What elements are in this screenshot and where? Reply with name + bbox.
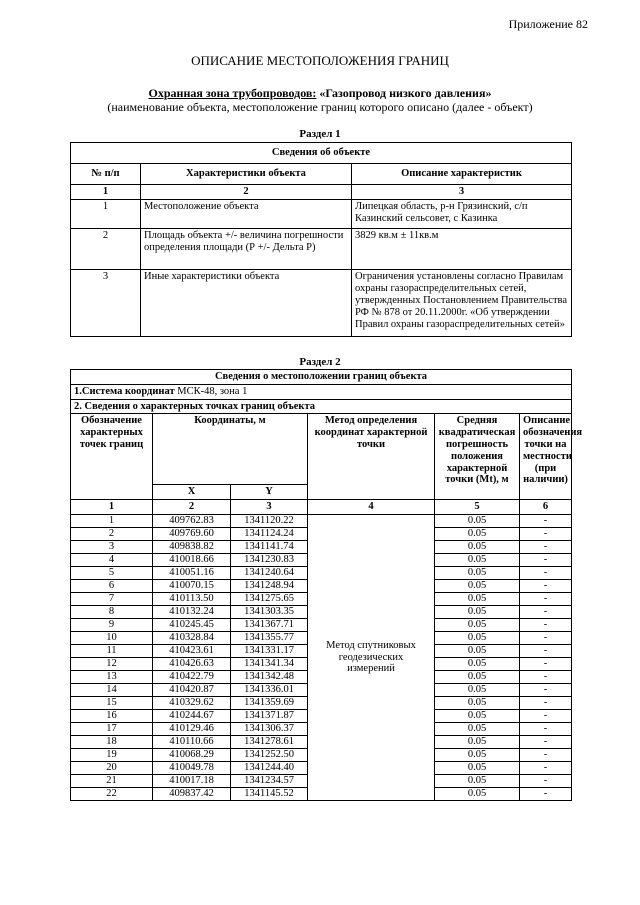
object-name bbox=[0, 86, 640, 101]
row-number: 1 bbox=[71, 200, 141, 229]
coordinate-system bbox=[71, 384, 572, 399]
point-description: - bbox=[520, 657, 572, 670]
point-description: - bbox=[520, 709, 572, 722]
point-x: 410422.79 bbox=[153, 670, 231, 683]
point-description: - bbox=[520, 761, 572, 774]
point-number: 20 bbox=[71, 761, 153, 774]
point-description: - bbox=[520, 566, 572, 579]
point-x: 409837.42 bbox=[153, 787, 231, 800]
point-number: 18 bbox=[71, 735, 153, 748]
point-error: 0.05 bbox=[435, 579, 520, 592]
col-designation-header: Обозначение характерных точек границ bbox=[71, 414, 153, 500]
col-number: 1 bbox=[71, 500, 153, 515]
point-y: 1341306.37 bbox=[231, 722, 308, 735]
point-y: 1341342.48 bbox=[231, 670, 308, 683]
point-description: - bbox=[520, 670, 572, 683]
point-x: 410070.15 bbox=[153, 579, 231, 592]
point-y: 1341230.83 bbox=[231, 553, 308, 566]
point-error: 0.05 bbox=[435, 566, 520, 579]
point-error: 0.05 bbox=[435, 631, 520, 644]
point-y: 1341252.50 bbox=[231, 748, 308, 761]
table-row bbox=[71, 270, 572, 337]
point-description: - bbox=[520, 527, 572, 540]
point-error: 0.05 bbox=[435, 722, 520, 735]
point-error: 0.05 bbox=[435, 605, 520, 618]
col-method-header: Метод определения координат характерной точки bbox=[308, 414, 435, 500]
point-number: 10 bbox=[71, 631, 153, 644]
point-error: 0.05 bbox=[435, 709, 520, 722]
point-description: - bbox=[520, 735, 572, 748]
point-x: 410329.62 bbox=[153, 696, 231, 709]
point-description: - bbox=[520, 579, 572, 592]
row-number: 3 bbox=[71, 270, 141, 337]
point-y: 1341355.77 bbox=[231, 631, 308, 644]
point-description: - bbox=[520, 540, 572, 553]
object-title: «Газопровод низкого давления» bbox=[316, 86, 492, 100]
point-number: 17 bbox=[71, 722, 153, 735]
point-number: 9 bbox=[71, 618, 153, 631]
section1-header: Сведения об объекте bbox=[71, 143, 572, 164]
point-error: 0.05 bbox=[435, 774, 520, 787]
row-description: Липецкая область, р-н Грязинский, с/п Казинский сельсовет, с Казинка bbox=[352, 200, 572, 229]
point-x: 410245.45 bbox=[153, 618, 231, 631]
points-header: 2. Сведения о характерных точках границ объекта bbox=[71, 399, 572, 414]
point-number: 12 bbox=[71, 657, 153, 670]
point-y: 1341341.34 bbox=[231, 657, 308, 670]
point-x: 410113.50 bbox=[153, 592, 231, 605]
col-error-header: Средняя квадратическая погрешность положения характерной точки (Mt), м bbox=[435, 414, 520, 500]
col-number: 3 bbox=[352, 185, 572, 200]
point-error: 0.05 bbox=[435, 527, 520, 540]
table-row bbox=[71, 229, 572, 270]
row-description: Ограничения установлены согласно Правилам охраны газораспределительных сетей, утвержденных Постановлением Правительства РФ № 878 от 20.11.2000г. «Об утверждении Правил охраны газораспределительных сетей» bbox=[352, 270, 572, 337]
col-number: 2 bbox=[141, 185, 352, 200]
row-characteristic: Иные характеристики объекта bbox=[141, 270, 352, 337]
row-characteristic: Местоположение объекта bbox=[141, 200, 352, 229]
point-error: 0.05 bbox=[435, 514, 520, 527]
point-number: 6 bbox=[71, 579, 153, 592]
table-row bbox=[71, 514, 572, 527]
point-error: 0.05 bbox=[435, 657, 520, 670]
point-x: 410017.18 bbox=[153, 774, 231, 787]
point-description: - bbox=[520, 787, 572, 800]
point-description: - bbox=[520, 605, 572, 618]
point-error: 0.05 bbox=[435, 670, 520, 683]
point-y: 1341248.94 bbox=[231, 579, 308, 592]
col-x-header: X bbox=[153, 485, 231, 500]
col-number: 5 bbox=[435, 500, 520, 515]
col-desc-header: Описание характеристик bbox=[352, 164, 572, 185]
col-y-header: Y bbox=[231, 485, 308, 500]
point-y: 1341275.65 bbox=[231, 592, 308, 605]
point-y: 1341278.61 bbox=[231, 735, 308, 748]
point-x: 410051.16 bbox=[153, 566, 231, 579]
point-y: 1341359.69 bbox=[231, 696, 308, 709]
col-number: 2 bbox=[153, 500, 231, 515]
coordinate-system-label: 1.Система координат bbox=[74, 385, 178, 397]
point-error: 0.05 bbox=[435, 761, 520, 774]
point-x: 410049.78 bbox=[153, 761, 231, 774]
section1-label: Раздел 1 bbox=[299, 128, 341, 140]
col-number: 3 bbox=[231, 500, 308, 515]
point-x: 410244.67 bbox=[153, 709, 231, 722]
point-error: 0.05 bbox=[435, 553, 520, 566]
point-x: 410068.29 bbox=[153, 748, 231, 761]
point-description: - bbox=[520, 644, 572, 657]
coordinate-system-value: МСК-48, зона 1 bbox=[177, 385, 248, 397]
section2-label: Раздел 2 bbox=[299, 356, 341, 368]
point-number: 19 bbox=[71, 748, 153, 761]
point-error: 0.05 bbox=[435, 644, 520, 657]
point-y: 1341240.64 bbox=[231, 566, 308, 579]
point-y: 1341145.52 bbox=[231, 787, 308, 800]
object-info-table bbox=[70, 142, 572, 337]
point-x: 410018.66 bbox=[153, 553, 231, 566]
col-number: 4 bbox=[308, 500, 435, 515]
point-number: 2 bbox=[71, 527, 153, 540]
point-y: 1341371.87 bbox=[231, 709, 308, 722]
point-x: 410426.63 bbox=[153, 657, 231, 670]
point-x: 409762.83 bbox=[153, 514, 231, 527]
col-char-header: Характеристики объекта bbox=[141, 164, 352, 185]
point-x: 410423.61 bbox=[153, 644, 231, 657]
point-error: 0.05 bbox=[435, 540, 520, 553]
row-description: 3829 кв.м ± 11кв.м bbox=[352, 229, 572, 270]
point-x: 410110.66 bbox=[153, 735, 231, 748]
boundary-points-table bbox=[70, 369, 583, 801]
document-title: ОПИСАНИЕ МЕСТОПОЛОЖЕНИЯ ГРАНИЦ bbox=[191, 53, 449, 68]
point-number: 14 bbox=[71, 683, 153, 696]
point-error: 0.05 bbox=[435, 618, 520, 631]
point-y: 1341124.24 bbox=[231, 527, 308, 540]
point-y: 1341244.40 bbox=[231, 761, 308, 774]
point-number: 11 bbox=[71, 644, 153, 657]
point-error: 0.05 bbox=[435, 683, 520, 696]
col-coords-header: Координаты, м bbox=[153, 414, 308, 485]
point-description: - bbox=[520, 696, 572, 709]
point-x: 410129.46 bbox=[153, 722, 231, 735]
row-characteristic: Площадь объекта +/- величина погрешности определения площади (Р +/- Дельта Р) bbox=[141, 229, 352, 270]
point-description: - bbox=[520, 748, 572, 761]
object-type: Охранная зона трубопроводов: bbox=[148, 86, 317, 100]
object-note: (наименование объекта, местоположение границ которого описано (далее - объект) bbox=[107, 100, 533, 114]
point-x: 410420.87 bbox=[153, 683, 231, 696]
section2-header: Сведения о местоположении границ объекта bbox=[71, 370, 572, 385]
point-x: 409769.60 bbox=[153, 527, 231, 540]
point-x: 410132.24 bbox=[153, 605, 231, 618]
point-y: 1341120.22 bbox=[231, 514, 308, 527]
col-number: 6 bbox=[520, 500, 572, 515]
point-number: 22 bbox=[71, 787, 153, 800]
point-description: - bbox=[520, 553, 572, 566]
point-error: 0.05 bbox=[435, 735, 520, 748]
method-cell: Метод спутниковых геодезических измерений bbox=[308, 514, 435, 800]
point-description: - bbox=[520, 618, 572, 631]
point-number: 8 bbox=[71, 605, 153, 618]
point-description: - bbox=[520, 683, 572, 696]
table-row bbox=[71, 200, 572, 229]
point-number: 5 bbox=[71, 566, 153, 579]
point-number: 4 bbox=[71, 553, 153, 566]
point-error: 0.05 bbox=[435, 696, 520, 709]
col-number: 1 bbox=[71, 185, 141, 200]
point-y: 1341331.17 bbox=[231, 644, 308, 657]
col-num-header: № п/п bbox=[71, 164, 141, 185]
appendix-label: Приложение 82 bbox=[508, 17, 588, 31]
point-y: 1341303.35 bbox=[231, 605, 308, 618]
point-x: 409838.82 bbox=[153, 540, 231, 553]
point-description: - bbox=[520, 631, 572, 644]
point-number: 16 bbox=[71, 709, 153, 722]
point-y: 1341141.74 bbox=[231, 540, 308, 553]
point-x: 410328.84 bbox=[153, 631, 231, 644]
point-number: 21 bbox=[71, 774, 153, 787]
point-error: 0.05 bbox=[435, 592, 520, 605]
point-error: 0.05 bbox=[435, 787, 520, 800]
point-description: - bbox=[520, 514, 572, 527]
point-y: 1341367.71 bbox=[231, 618, 308, 631]
point-number: 13 bbox=[71, 670, 153, 683]
point-y: 1341234.57 bbox=[231, 774, 308, 787]
point-number: 3 bbox=[71, 540, 153, 553]
point-error: 0.05 bbox=[435, 748, 520, 761]
row-number: 2 bbox=[71, 229, 141, 270]
point-description: - bbox=[520, 722, 572, 735]
point-description: - bbox=[520, 774, 572, 787]
point-number: 15 bbox=[71, 696, 153, 709]
point-description: - bbox=[520, 592, 572, 605]
col-desc-header: Описание обозначения точки на местности (при наличии) bbox=[520, 414, 572, 500]
point-y: 1341336.01 bbox=[231, 683, 308, 696]
point-number: 1 bbox=[71, 514, 153, 527]
point-number: 7 bbox=[71, 592, 153, 605]
